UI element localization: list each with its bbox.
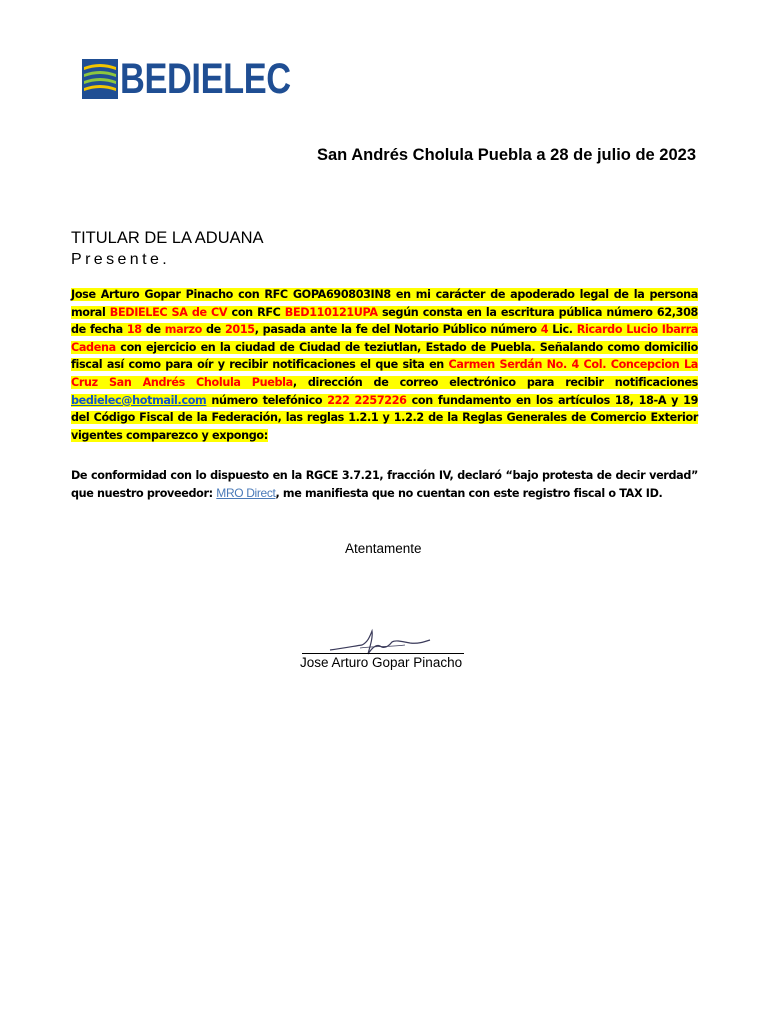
phone-number: 222 2257226 <box>327 393 407 407</box>
fiscal-address: Carmen Serdán No. 4 Col. Concepcion La Cruz San Andrés Cholula Puebla <box>71 358 698 389</box>
deed-year: 2015 <box>224 323 255 337</box>
company-name: BEDIELEC SA de CV <box>109 305 228 319</box>
text-segment: de <box>201 323 225 337</box>
deed-month: marzo <box>164 323 202 337</box>
text-segment: con ejercicio en la ciudad de Ciudad de teziutlan, Estado de Puebla. Señalando como domicilio fiscal así como para oír y recibir notificaciones el que sita en <box>71 340 698 372</box>
closing-text: Atentamente <box>345 541 422 556</box>
declaration-paragraph <box>71 286 698 444</box>
text-segment: de <box>141 323 165 337</box>
presente-greeting: Presente. <box>71 251 171 268</box>
deed-day: 18 <box>126 323 142 337</box>
signature-line <box>302 653 464 654</box>
notary-number: 4 <box>540 323 549 337</box>
date-line: San Andrés Cholula Puebla a 28 de julio de 2023 <box>316 146 696 164</box>
text-segment: Jose Arturo Gopar Pinacho con RFC GOPA690803IN8 en mi carácter de apoderado legal de la persona moral <box>71 288 698 319</box>
signer-name: Jose Arturo Gopar Pinacho <box>300 655 463 670</box>
company-rfc: BED110121UPA <box>284 305 378 319</box>
text-segment: De conformidad con lo dispuesto en la RGCE 3.7.21, fracción IV, declaró “bajo protesta de decir verdad” que nuestro proveedor: <box>71 469 698 500</box>
text-segment: con fundamento en los artículos 18, 18-A y 19 del Código Fiscal de la Federación, las reglas 1.2.1 y 1.2.2 de la Reglas Generales de Comercio Exterior vigentes comparezco y expongo: <box>71 393 699 442</box>
text-segment: con RFC <box>227 305 285 319</box>
text-segment: número telefónico <box>206 393 328 407</box>
provider-link[interactable]: MRO Direct <box>216 485 276 500</box>
text-segment: según consta en la escritura pública número 62,308 de fecha <box>71 305 698 337</box>
provider-statement-paragraph <box>71 467 698 502</box>
email-link[interactable]: bedielec@hotmail.com <box>71 393 207 407</box>
text-segment: , pasada ante la fe del Notario Público número <box>254 323 541 337</box>
recipient-title: TITULAR DE LA ADUANA <box>71 229 264 247</box>
text-segment: , me manifiesta que no cuentan con este registro fiscal o TAX ID. <box>275 486 663 500</box>
company-logo <box>82 55 333 103</box>
text-segment: , dirección de correo electrónico para recibir notificaciones <box>292 375 698 389</box>
notary-name: Ricardo Lucio Ibarra Cadena <box>71 323 698 354</box>
text-segment: Lic. <box>548 323 577 337</box>
bediele-logo-stripes-icon <box>82 59 118 99</box>
logo-text: BEDIELEC <box>120 55 291 103</box>
